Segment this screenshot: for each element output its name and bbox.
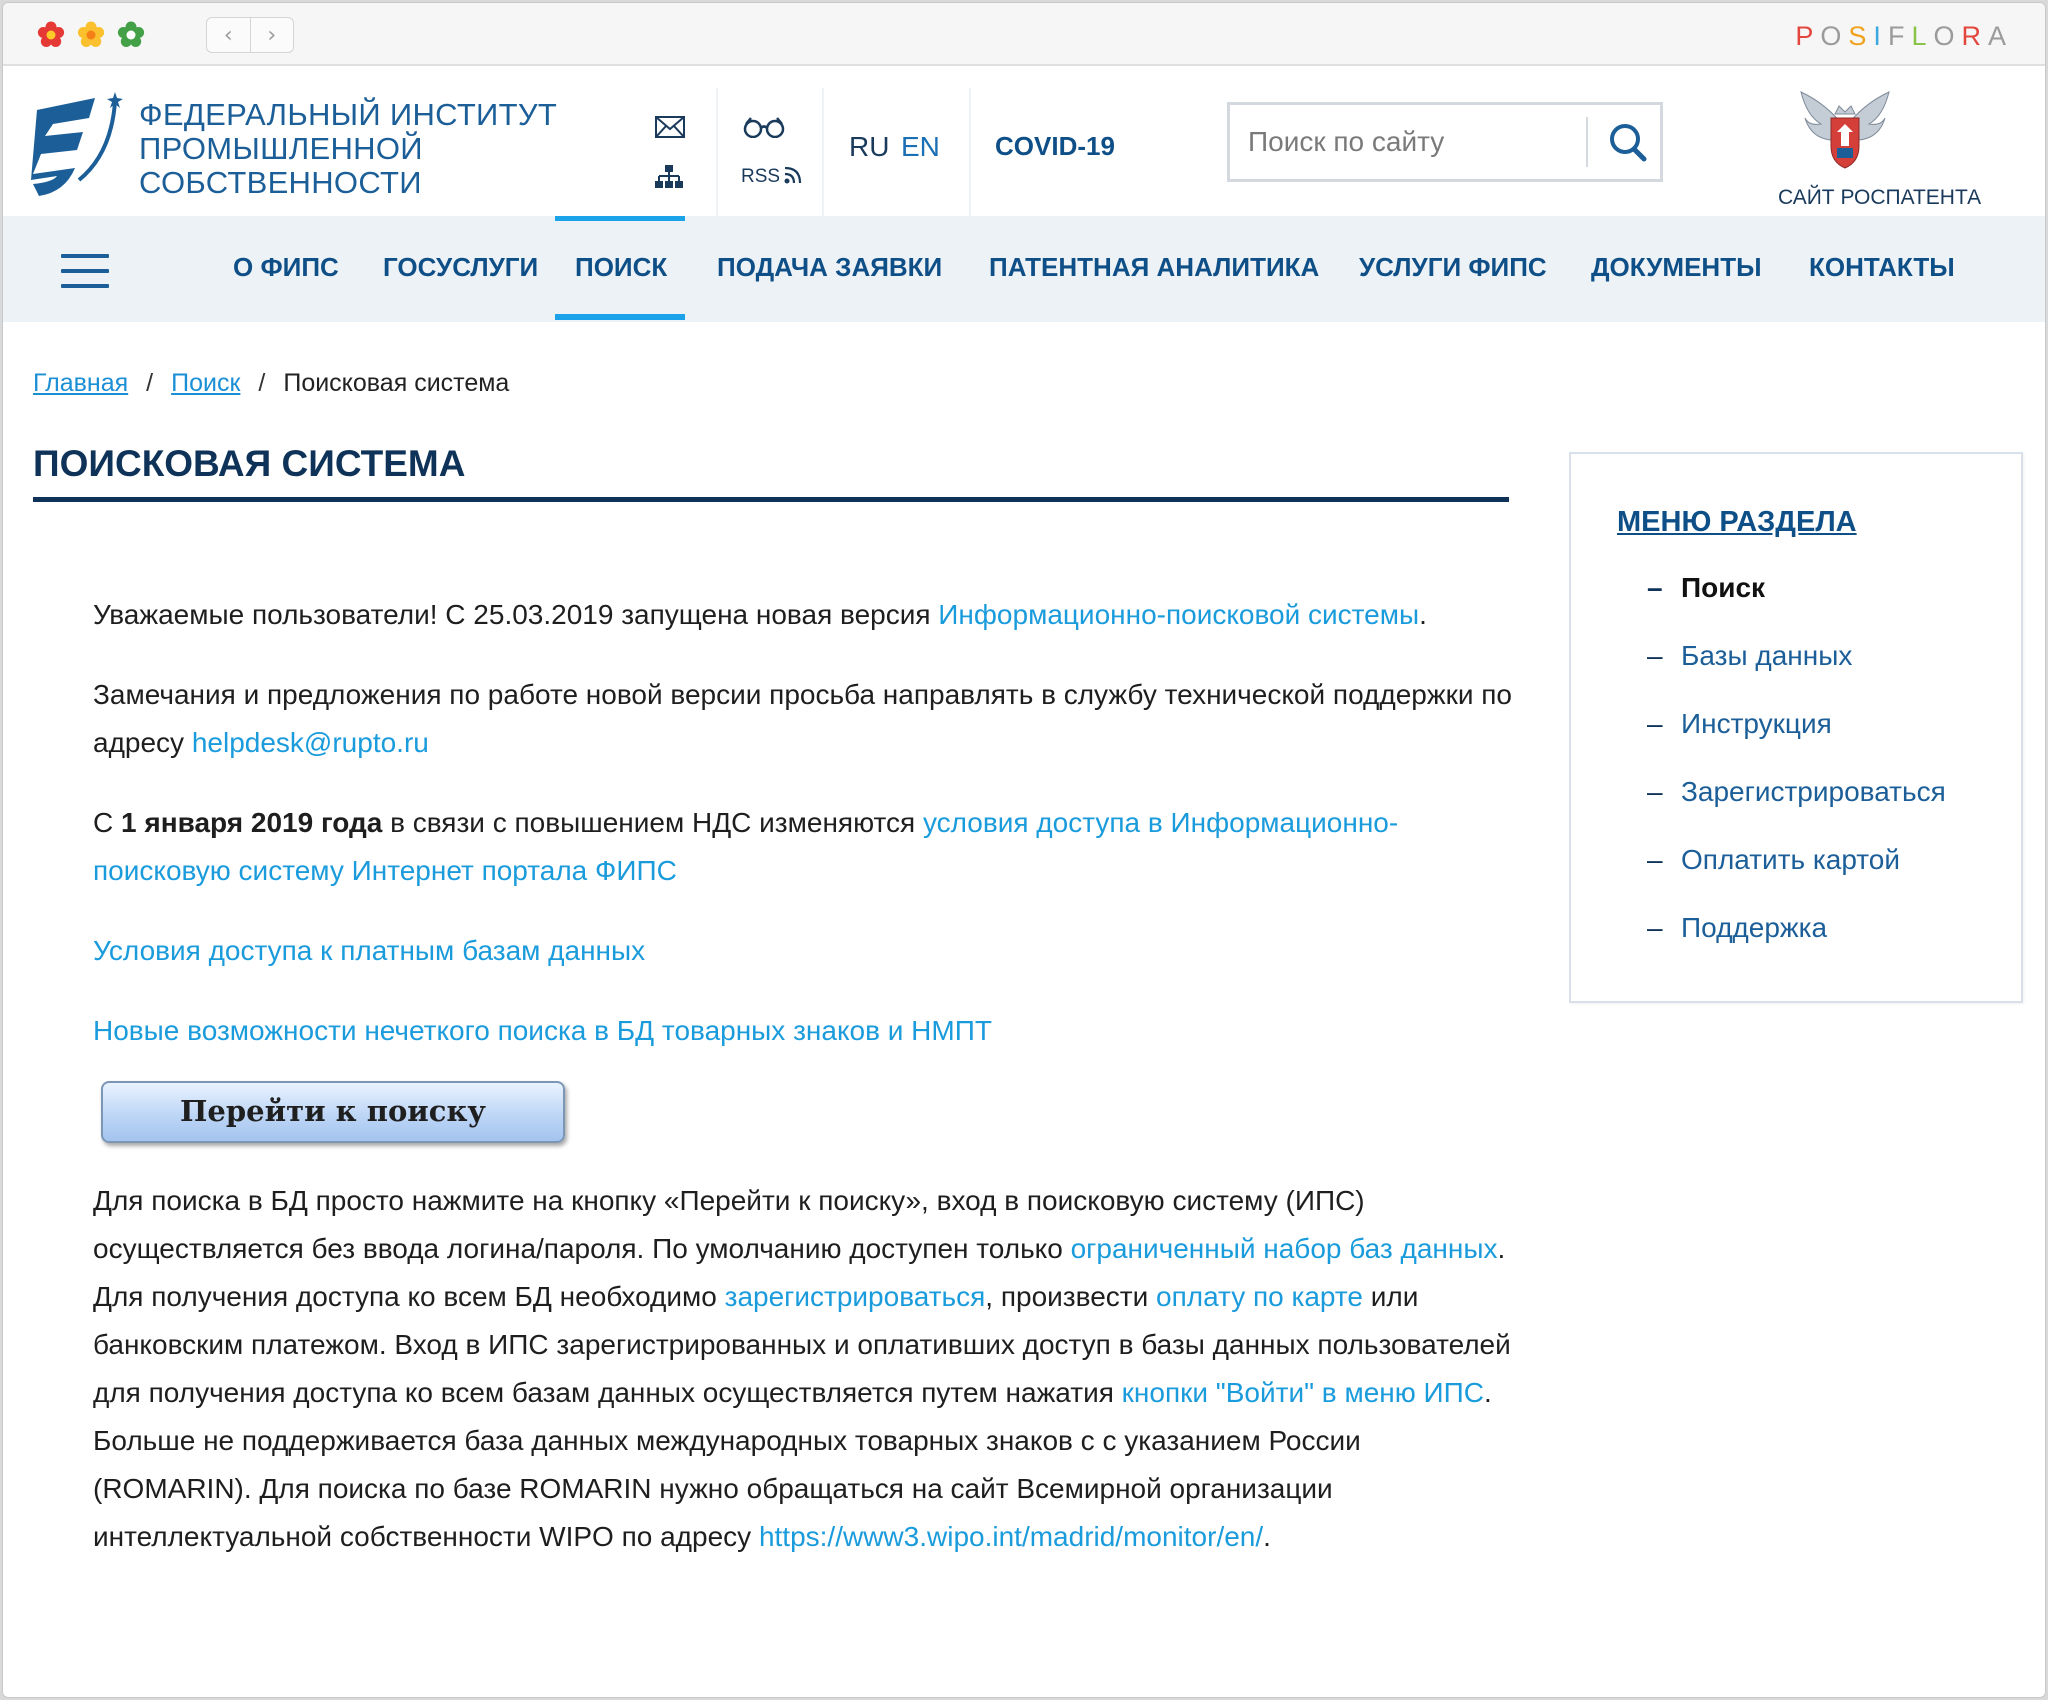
section-menu-title[interactable]: МЕНЮ РАЗДЕЛА bbox=[1617, 506, 1857, 538]
announcement-paragraph bbox=[93, 591, 1513, 639]
register-link[interactable]: зарегистрироваться bbox=[724, 1281, 986, 1312]
text: . Для получения доступа ко всем БД необходимо bbox=[93, 1233, 1506, 1312]
header-divider bbox=[822, 88, 824, 216]
breadcrumb-search[interactable]: Поиск bbox=[171, 369, 241, 397]
site-search bbox=[1227, 102, 1663, 182]
lang-ru[interactable]: RU bbox=[849, 131, 890, 162]
section-menu-item-register[interactable] bbox=[1647, 776, 1946, 808]
wipo-link[interactable]: https://www3.wipo.int/madrid/monitor/en/ bbox=[758, 1521, 1264, 1552]
go-to-search-button[interactable]: Перейти к поиску bbox=[101, 1081, 565, 1143]
section-menu-item-label: Базы данных bbox=[1681, 640, 1853, 671]
login-button-link[interactable]: кнопки "Войти" в меню ИПС bbox=[1121, 1377, 1484, 1408]
instructions-paragraph bbox=[93, 1177, 1513, 1417]
access-conditions-link[interactable]: условия доступа в Информационно-поисковую систему Интернет портала ФИПС bbox=[93, 807, 1399, 886]
ips-link[interactable]: Информационно-поисковой системы bbox=[938, 599, 1420, 630]
search-icon[interactable] bbox=[1600, 113, 1656, 171]
breadcrumb bbox=[33, 369, 509, 398]
header-divider bbox=[969, 88, 971, 216]
section-menu-item-databases[interactable] bbox=[1647, 640, 1852, 672]
dash: – bbox=[1647, 844, 1663, 875]
text: Уважаемые пользователи! С 25.03.2019 запущена новая версия bbox=[93, 599, 939, 630]
section-menu-item-label: Поиск bbox=[1681, 572, 1766, 603]
history-buttons bbox=[206, 17, 294, 53]
card-payment-link[interactable]: оплату по карте bbox=[1156, 1281, 1363, 1312]
sitemap-icon[interactable] bbox=[655, 165, 683, 189]
dash: – bbox=[1647, 708, 1663, 739]
yellow-flower-icon[interactable] bbox=[77, 21, 105, 49]
section-menu-item-label: Поддержка bbox=[1681, 912, 1828, 943]
glasses-icon[interactable] bbox=[743, 116, 785, 138]
org-name-line: ПРОМЫШЛЕННОЙ bbox=[139, 131, 423, 166]
text: , произвести bbox=[985, 1281, 1157, 1312]
text: в связи с повышением НДС изменяются bbox=[382, 807, 923, 838]
lang-en[interactable]: EN bbox=[901, 131, 940, 162]
main-nav bbox=[3, 216, 2045, 322]
section-menu-item-instructions[interactable] bbox=[1647, 708, 1832, 740]
text: . bbox=[1263, 1521, 1271, 1552]
nav-item-contacts[interactable]: КОНТАКТЫ bbox=[1809, 252, 1955, 282]
title-underline bbox=[33, 497, 1509, 502]
forward-button[interactable]: › bbox=[267, 22, 277, 48]
text: Для поиска в БД просто нажмите на кнопку «Перейти к поиску», вход в поисковую систему (ИПС) осуществляется без ввода логина/пароля. По умолчанию доступен только bbox=[93, 1185, 1365, 1264]
date-bold: 1 января 2019 года bbox=[121, 807, 383, 838]
dash: – bbox=[1647, 640, 1663, 671]
nav-item-about[interactable]: О ФИПС bbox=[233, 252, 339, 282]
romarin-paragraph bbox=[93, 1417, 1513, 1561]
section-menu bbox=[1569, 452, 2023, 1003]
org-name-line: ФЕДЕРАЛЬНЫЙ ИНСТИТУТ bbox=[139, 97, 558, 132]
text: или банковским платежом. Вход в ИПС зарегистрированных и оплативших доступ в базы данных пользователей для получения доступа ко всем базам данных осуществляется путем нажатия bbox=[93, 1281, 1511, 1408]
section-menu-item-pay-by-card[interactable] bbox=[1647, 844, 1900, 876]
rospatent-emblem-icon[interactable] bbox=[1797, 88, 1893, 172]
org-name[interactable] bbox=[139, 98, 557, 200]
rospatent-link[interactable]: САЙТ РОСПАТЕНТА bbox=[1778, 186, 1982, 209]
main-content bbox=[93, 591, 1513, 1561]
browser-window bbox=[2, 2, 2046, 1698]
dash: – bbox=[1647, 776, 1663, 807]
org-name-line: СОБСТВЕННОСТИ bbox=[139, 165, 422, 200]
text: Больше не поддерживается база данных международных товарных знаков с с указанием России (ROMARIN). Для поиска по базе ROMARIN нужно обращаться на сайт Всемирной организации интеллектуальной собственности WIPO по адресу bbox=[93, 1425, 1361, 1552]
red-flower-icon[interactable] bbox=[37, 21, 65, 49]
paid-db-paragraph bbox=[93, 927, 1513, 975]
fips-logo[interactable] bbox=[31, 88, 123, 198]
dash: – bbox=[1647, 572, 1663, 603]
section-menu-item-search[interactable] bbox=[1647, 572, 1765, 604]
nav-item-gosuslugi[interactable]: ГОСУСЛУГИ bbox=[383, 252, 539, 282]
header-divider bbox=[716, 88, 718, 216]
breadcrumb-home[interactable]: Главная bbox=[33, 369, 129, 397]
section-menu-item-label: Оплатить картой bbox=[1681, 844, 1901, 875]
covid-link[interactable]: COVID-19 bbox=[995, 131, 1115, 161]
search-input[interactable] bbox=[1248, 119, 1568, 165]
mail-icon[interactable] bbox=[655, 116, 685, 138]
nav-active-indicator bbox=[555, 314, 685, 320]
breadcrumb-separator: / bbox=[258, 369, 266, 397]
text: С bbox=[93, 807, 121, 838]
nav-active-indicator bbox=[555, 216, 685, 221]
nav-item-search[interactable]: ПОИСК bbox=[575, 252, 668, 282]
posiflora-logo: POSIFLORA bbox=[1795, 21, 2013, 51]
back-button[interactable]: ‹ bbox=[207, 18, 251, 52]
dash: – bbox=[1647, 912, 1663, 943]
nav-item-documents[interactable]: ДОКУМЕНТЫ bbox=[1591, 252, 1762, 282]
search-divider bbox=[1586, 117, 1588, 167]
helpdesk-email-link[interactable]: helpdesk@rupto.ru bbox=[191, 727, 429, 758]
vat-paragraph bbox=[93, 799, 1513, 895]
nav-item-fips-services[interactable]: УСЛУГИ ФИПС bbox=[1359, 252, 1547, 282]
paid-databases-link[interactable]: Условия доступа к платным базам данных bbox=[93, 935, 646, 966]
section-menu-item-label: Зарегистрироваться bbox=[1681, 776, 1946, 807]
breadcrumb-separator: / bbox=[146, 369, 154, 397]
breadcrumb-current: Поисковая система bbox=[283, 369, 510, 397]
section-menu-item-support[interactable] bbox=[1647, 912, 1827, 944]
fuzzy-search-paragraph bbox=[93, 1007, 1513, 1055]
limited-databases-link[interactable]: ограниченный набор баз данных bbox=[1070, 1233, 1498, 1264]
rss-label: RSS bbox=[741, 166, 781, 187]
nav-item-apply[interactable]: ПОДАЧА ЗАЯВКИ bbox=[717, 252, 943, 282]
site-header bbox=[3, 68, 2045, 216]
rss-link[interactable] bbox=[741, 166, 802, 188]
green-flower-icon[interactable] bbox=[117, 21, 145, 49]
nav-item-patent-analytics[interactable]: ПАТЕНТНАЯ АНАЛИТИКА bbox=[989, 252, 1320, 282]
hamburger-menu-icon[interactable] bbox=[61, 254, 109, 288]
section-menu-item-label: Инструкция bbox=[1681, 708, 1832, 739]
text: . bbox=[1484, 1377, 1492, 1408]
browser-toolbar bbox=[3, 3, 2045, 66]
fuzzy-search-link[interactable]: Новые возможности нечеткого поиска в БД товарных знаков и НМПТ bbox=[93, 1015, 992, 1046]
text: Замечания и предложения по работе новой версии просьба направлять в службу технической поддержки по адресу bbox=[93, 679, 1512, 758]
rss-icon bbox=[784, 166, 802, 184]
text: . bbox=[1419, 599, 1427, 630]
feedback-paragraph bbox=[93, 671, 1513, 767]
page-title: ПОИСКОВАЯ СИСТЕМА bbox=[33, 443, 466, 484]
